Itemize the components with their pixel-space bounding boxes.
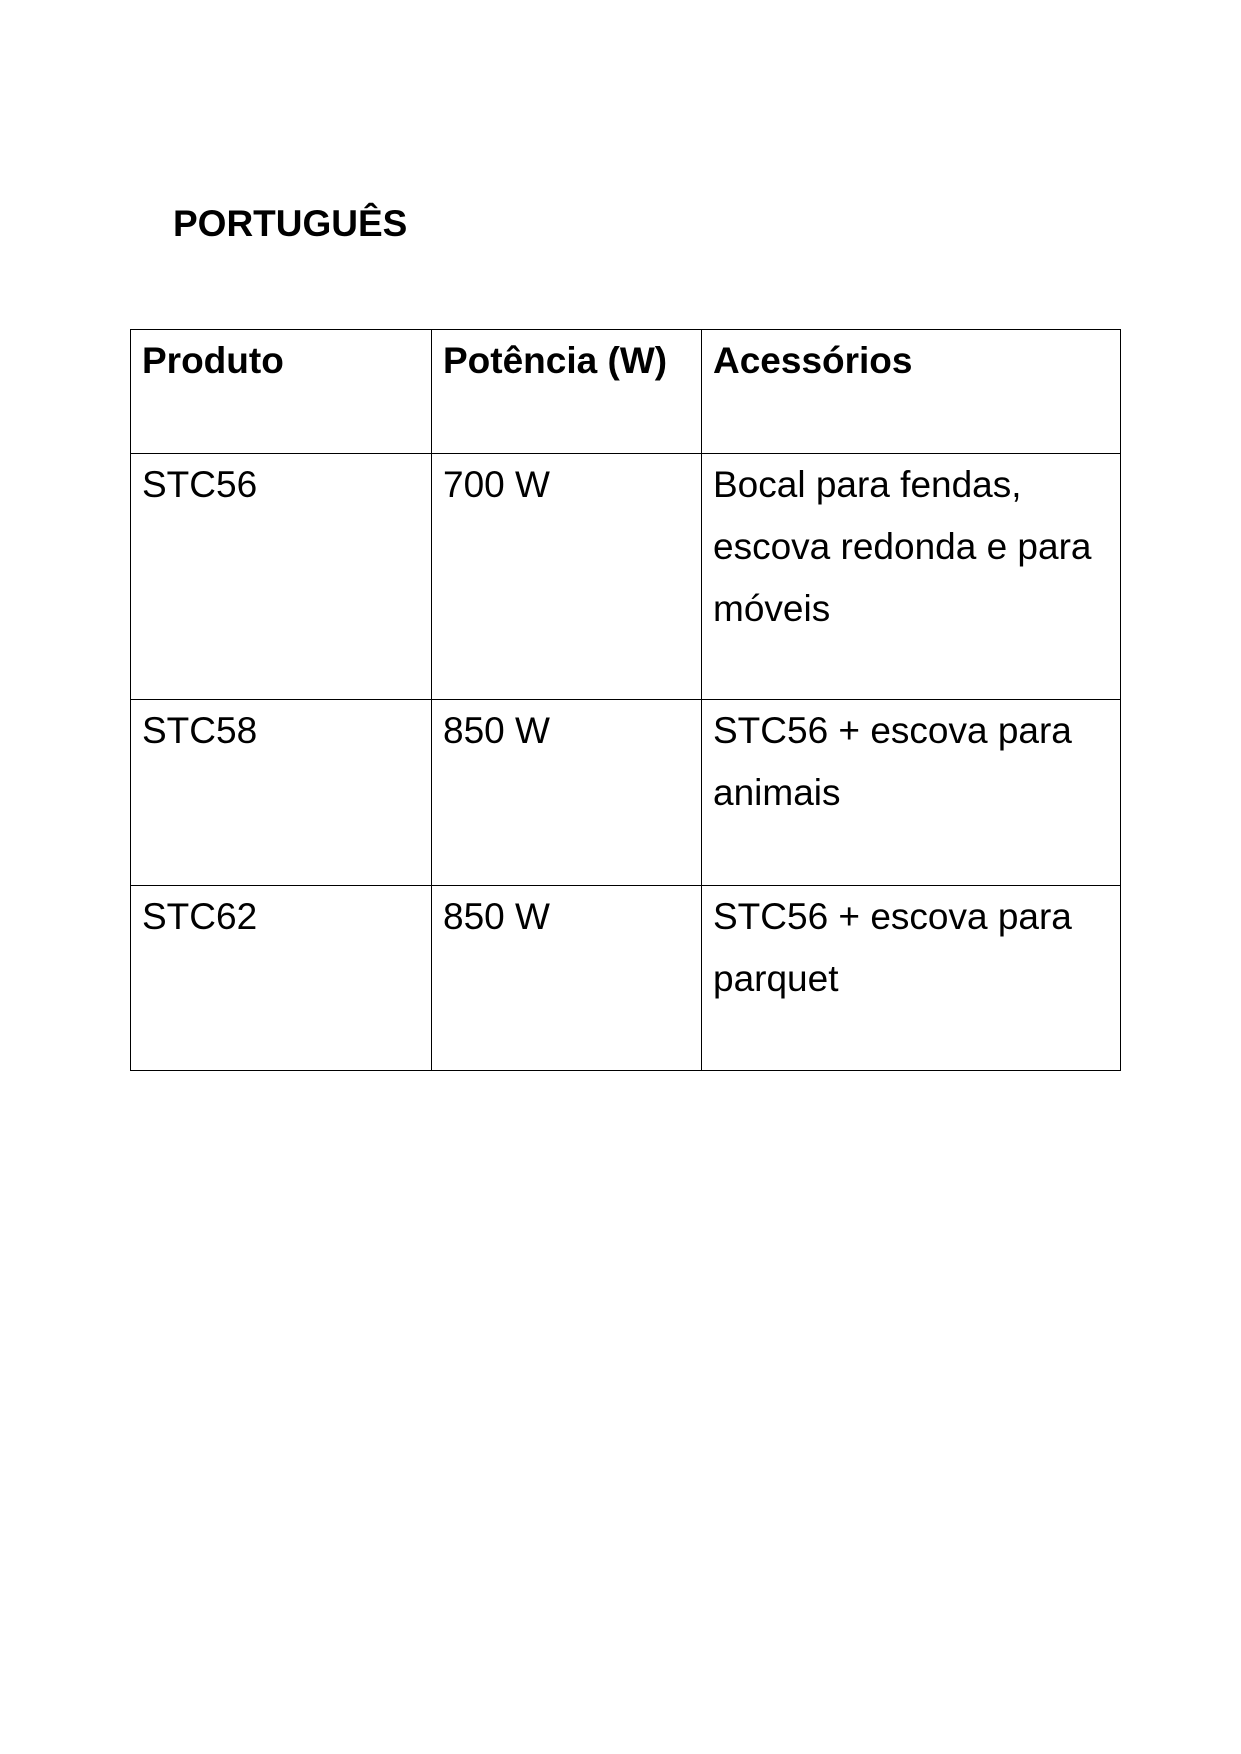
table-row (131, 700, 1121, 886)
header-acessorios: Acessórios (702, 330, 1121, 454)
cell-produto: STC58 (131, 700, 432, 886)
cell-produto: STC62 (131, 886, 432, 1071)
cell-acessorios: STC56 + escova para animais (702, 700, 1121, 886)
cell-acessorios: Bocal para fendas, escova redonda e para móveis (702, 454, 1121, 700)
page-heading: PORTUGUÊS (173, 203, 408, 244)
cell-acessorios: STC56 + escova para parquet (702, 886, 1121, 1071)
header-produto: Produto (131, 330, 432, 454)
table-row (131, 886, 1121, 1071)
cell-produto: STC56 (131, 454, 432, 700)
header-potencia: Potência (W) (432, 330, 702, 454)
product-table (130, 329, 1121, 1071)
cell-potencia: 850 W (432, 886, 702, 1071)
table-header-row (131, 330, 1121, 454)
cell-potencia: 700 W (432, 454, 702, 700)
table-row (131, 454, 1121, 700)
cell-potencia: 850 W (432, 700, 702, 886)
